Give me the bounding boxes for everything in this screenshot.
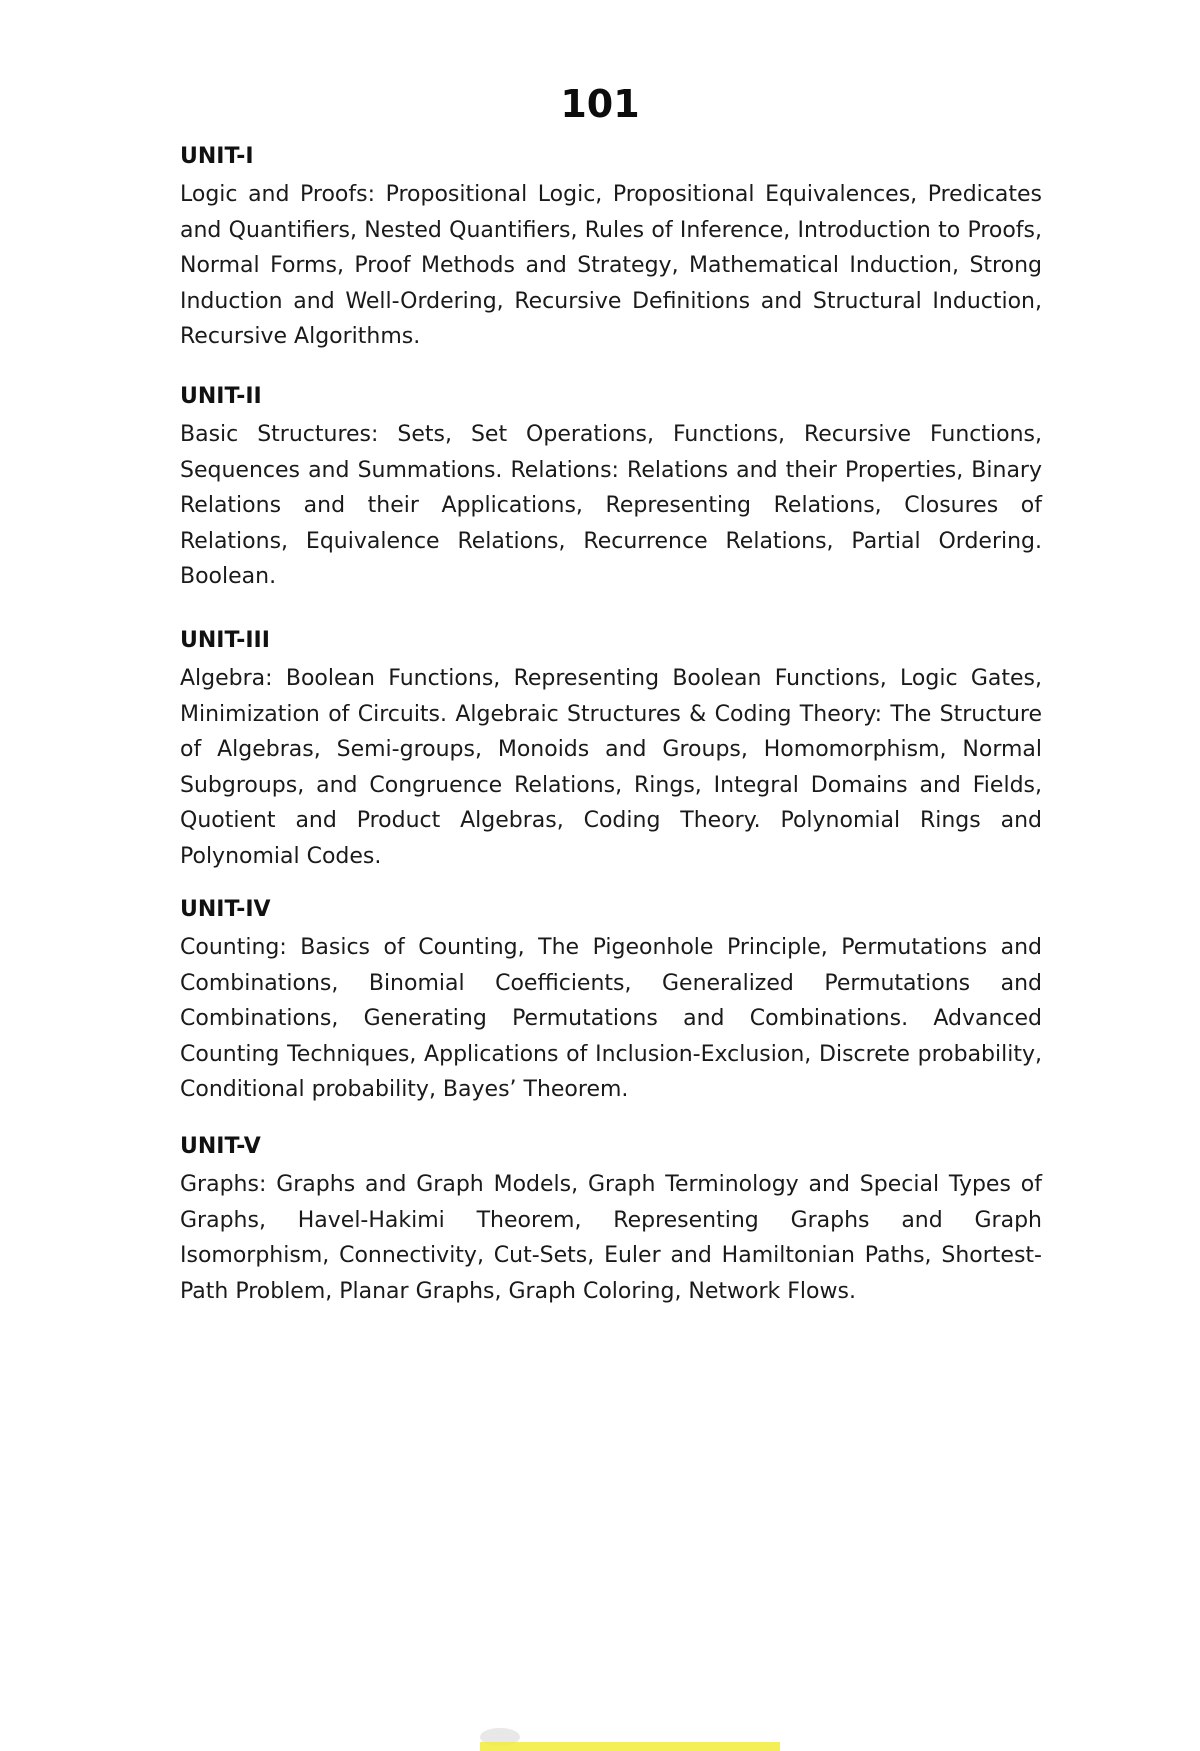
unit-section-5 bbox=[180, 1133, 1042, 1309]
unit-body: Counting: Basics of Counting, The Pigeonhole Principle, Permutations and Combinations, Binomial Coefficients, Generalized Permutations and Combinations, Generating Permutations and Combinations. Advanced Counting Techniques, Applications of Inclusion-Exclusion, Discrete probability, Conditional probability, Bayes’ Theorem. bbox=[180, 935, 1042, 1102]
unit-section-4 bbox=[180, 896, 1042, 1108]
unit-section-1 bbox=[180, 143, 1042, 355]
unit-heading: UNIT-V bbox=[180, 1134, 261, 1159]
unit-body: Logic and Proofs: Propositional Logic, Propositional Equivalences, Predicates and Quantifiers, Nested Quantifiers, Rules of Inference, Introduction to Proofs, Normal Forms, Proof Methods and Strategy, Mathematical Induction, Strong Induction and Well-Ordering, Recursive Definitions and Structural Induction, Recursive Algorithms. bbox=[180, 182, 1042, 349]
scan-edge-highlight bbox=[480, 1742, 780, 1751]
unit-heading: UNIT-I bbox=[180, 144, 254, 169]
unit-heading: UNIT-II bbox=[180, 384, 262, 409]
unit-body: Algebra: Boolean Functions, Representing Boolean Functions, Logic Gates, Minimization of Circuits. Algebraic Structures & Coding Theory: The Structure of Algebras, Semi-groups, Monoids and Groups, Homomorphism, Normal Subgroups, and Congruence Relations, Rings, Integral Domains and Fields, Quotient and Product Algebras, Coding Theory. Polynomial Rings and Polynomial Codes. bbox=[180, 666, 1042, 869]
unit-section-2 bbox=[180, 383, 1042, 595]
unit-heading: UNIT-IV bbox=[180, 897, 271, 922]
unit-body: Basic Structures: Sets, Set Operations, Functions, Recursive Functions, Sequences and Summations. Relations: Relations and their Properties, Binary Relations and their Applications, Representing Relations, Closures of Relations, Equivalence Relations, Recurrence Relations, Partial Ordering. Boolean. bbox=[180, 422, 1042, 589]
unit-body: Graphs: Graphs and Graph Models, Graph Terminology and Special Types of Graphs, Havel-Hakimi Theorem, Representing Graphs and Graph Isomorphism, Connectivity, Cut-Sets, Euler and Hamiltonian Paths, Shortest-Path Problem, Planar Graphs, Graph Coloring, Network Flows. bbox=[180, 1172, 1042, 1304]
page-number: 101 bbox=[560, 82, 640, 126]
unit-section-3 bbox=[180, 627, 1042, 874]
unit-heading: UNIT-III bbox=[180, 628, 270, 653]
